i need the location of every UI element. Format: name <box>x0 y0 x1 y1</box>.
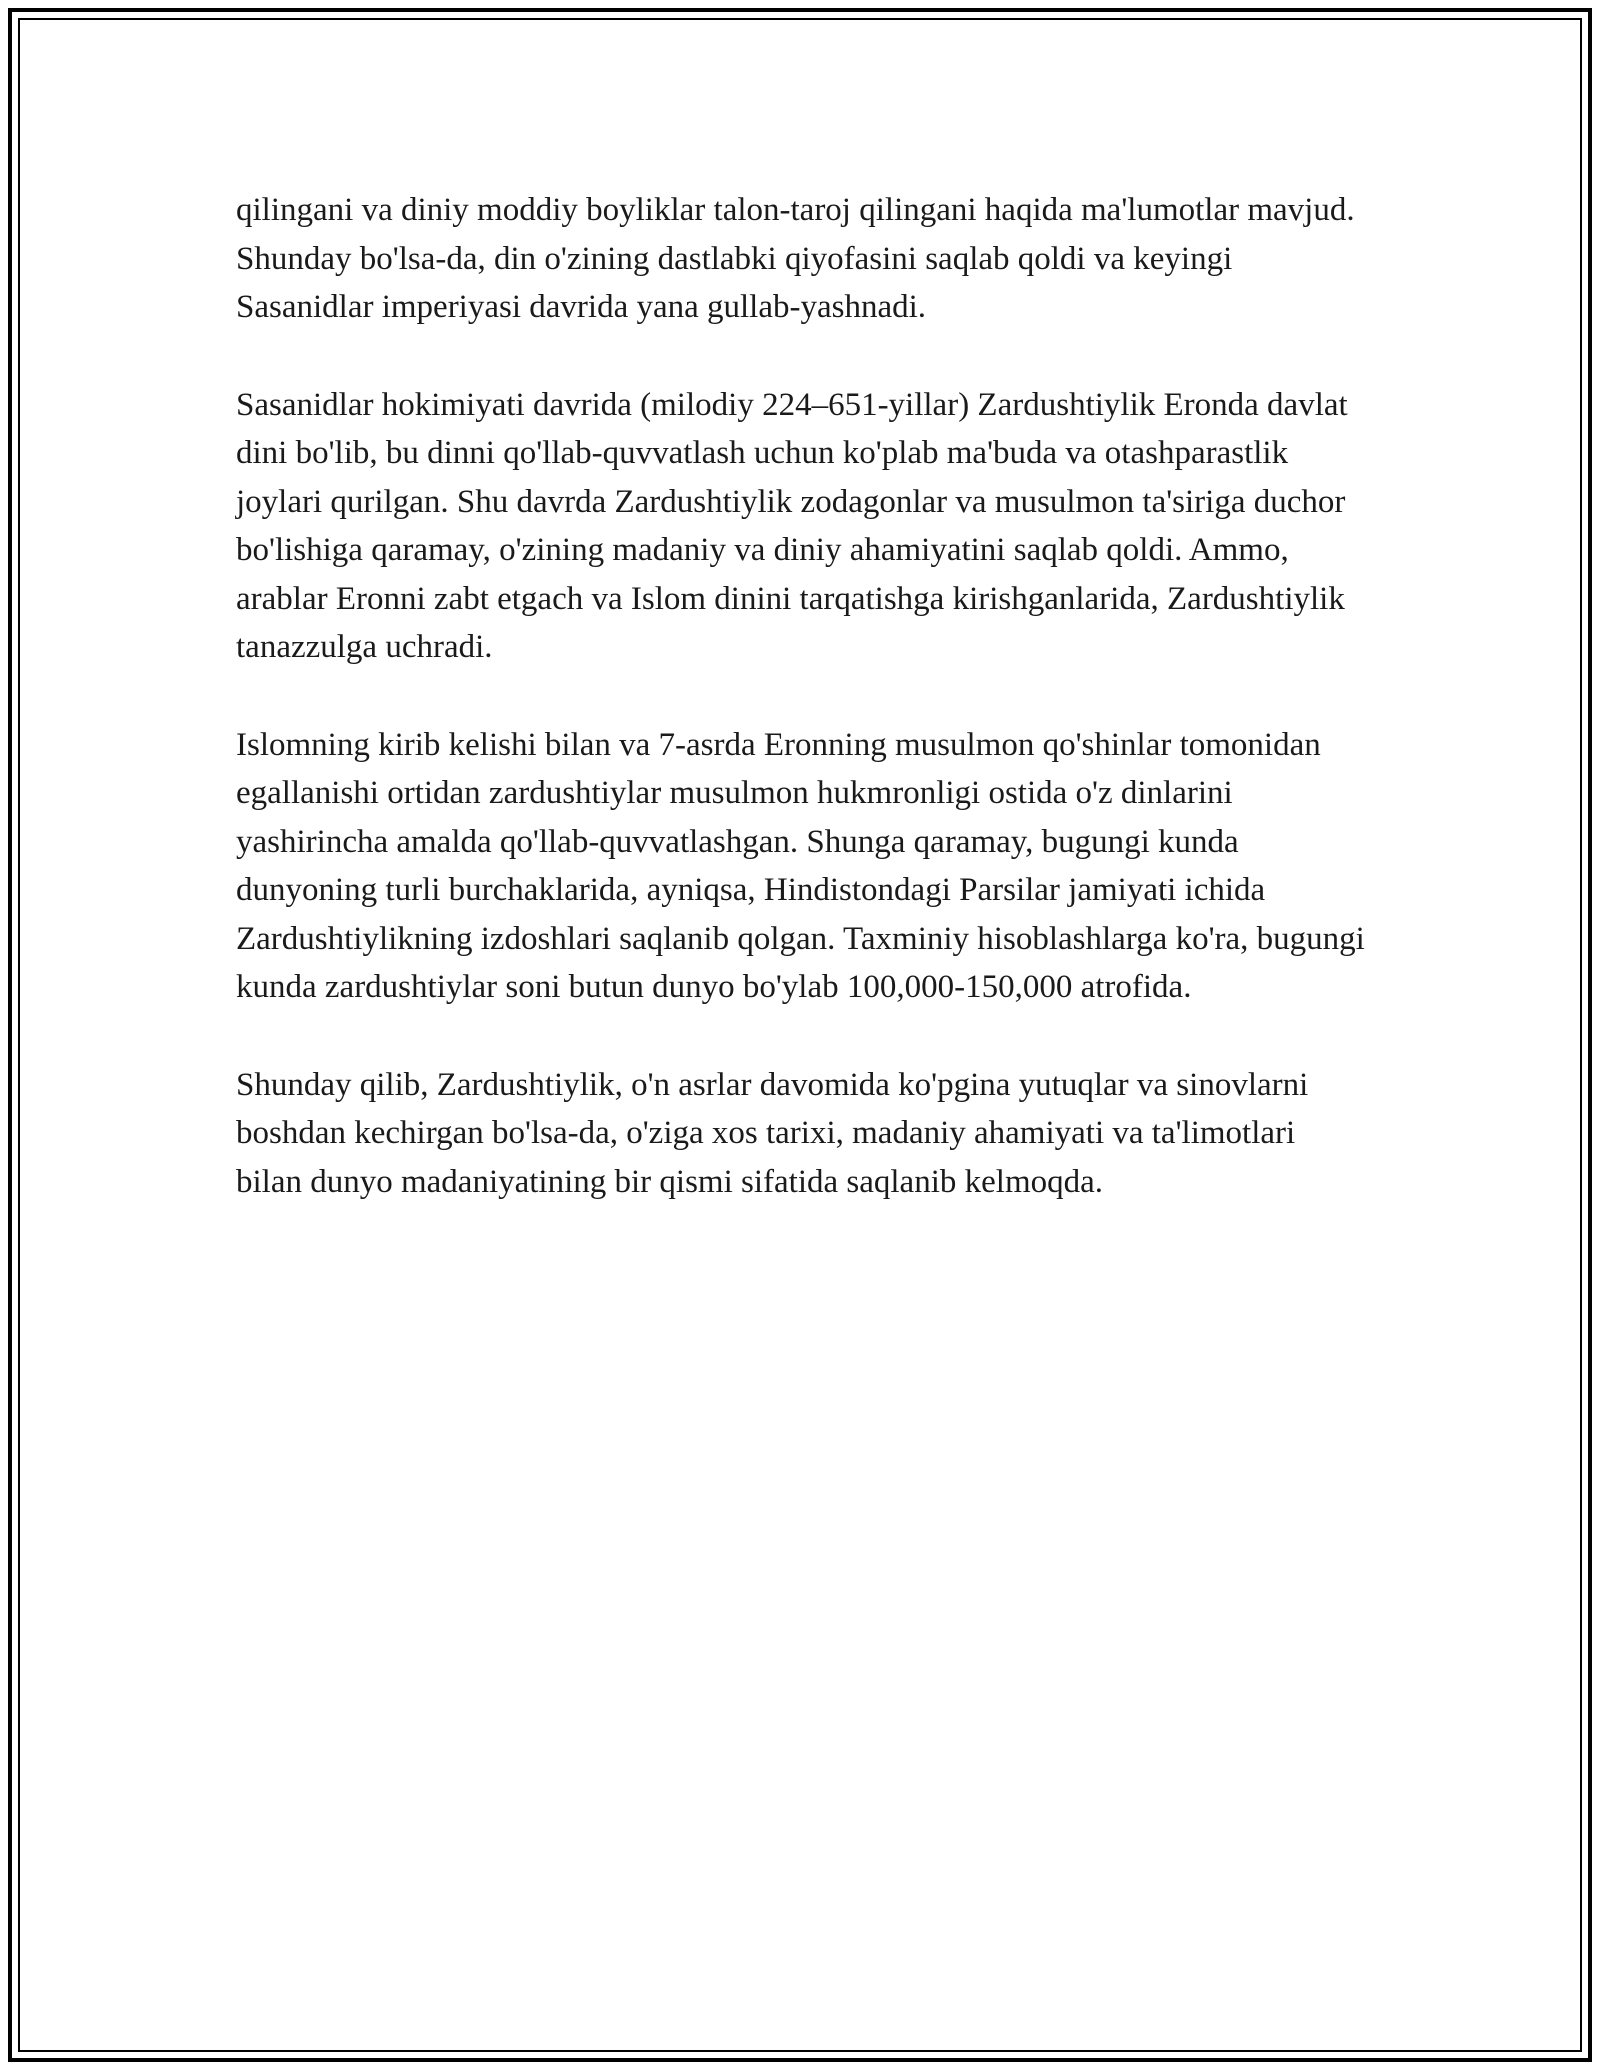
document-body <box>236 186 1366 1255</box>
paragraph: Sasanidlar hokimiyati davrida (milodiy 224–651-yillar) Zardushtiylik Eronda davlat dini bo'lib, bu dinni qo'llab-quvvatlash uchun ko'plab ma'buda va otashparastlik joylari qurilgan. Shu davrda Zardushtiylik zodagonlar va musulmon ta'siriga duchor bo'lishiga qaramay, o'zining madaniy va diniy ahamiyatini saqlab qoldi. Ammo, arablar Eronni zabt etgach va Islom dinini tarqatishga kirishganlarida, Zardushtiylik tanazzulga uchradi. <box>236 386 1348 665</box>
paragraph: Shunday qilib, Zardushtiylik, o'n asrlar davomida ko'pgina yutuqlar va sinovlarni boshdan kechirgan bo'lsa-da, o'ziga xos tarixi, madaniy ahamiyati va ta'limotlari bilan dunyo madaniyatining bir qismi sifatida saqlanib kelmoqda. <box>236 1066 1309 1200</box>
paragraph: qilingani va diniy moddiy boyliklar talon-taroj qilingani haqida ma'lumotlar mavjud. Shunday bo'lsa-da, din o'zining dastlabki qiyofasini saqlab qoldi va keyingi Sasanidlar imperiyasi davrida yana gullab-yashnadi. <box>236 192 1355 325</box>
paragraph: Islomning kirib kelishi bilan va 7-asrda Eronning musulmon qo'shinlar tomonidan egallanishi ortidan zardushtiylar musulmon hukmronligi ostida o'z dinlarini yashirincha amalda qo'llab-quvvatlashgan. Shunga qaramay, bugungi kunda dunyoning turli burchaklarida, ayniqsa, Hindistondagi Parsilar jamiyati ichida Zardushtiylikning izdoshlari saqlanib qolgan. Taxminiy hisoblashlarga ko'ra, bugungi kunda zardushtiylar soni butun dunyo bo'ylab 100,000-150,000 atrofida. <box>236 726 1365 1005</box>
